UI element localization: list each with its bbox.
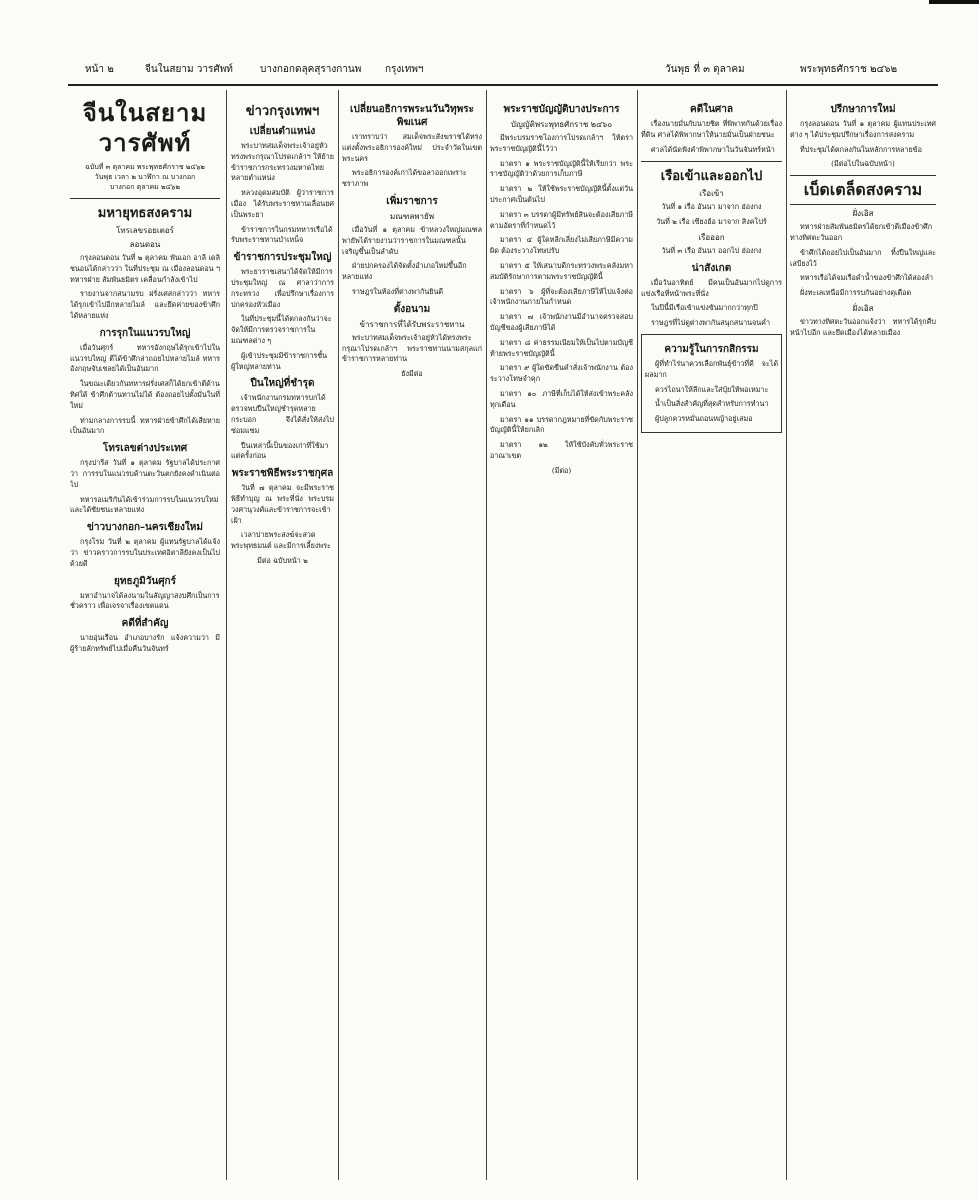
column-4: [490, 98, 633, 1178]
paragraph: พระบาทสมเด็จพระเจ้าอยู่หัวได้ทรงพระกรุณาโปรดเกล้าฯ พระราชทานนามสกุลแก่ข้าราชการหลายท่าน: [342, 332, 482, 364]
column-3: [342, 98, 482, 1178]
paragraph: เรื่องนายมั่นกับนายชิต ที่พิพาทกันด้วยเรื่องที่ดิน ศาลได้พิพากษาให้นายมั่นเป็นฝ่ายชนะ: [641, 119, 782, 139]
subheading: ยุทธภูมิวันศุกร์: [114, 575, 176, 587]
paragraph: เมื่อวันศุกร์ ทหารอังกฤษได้รุกเข้าไปในแนวรบใหญ่ ตีได้ข้าศึกล่าถอยไปหลายไมล์ ทหารอังกฤษจับเชลยได้เป็นอันมาก: [70, 342, 220, 374]
ship-line: วันที่ ๓ เรือ อันนา ออกไป ฮ่องกง: [661, 245, 762, 255]
column-rule: [226, 90, 227, 1180]
buddhist-era: พระพุทธศักราช ๒๔๖๒: [800, 64, 898, 75]
subheading: ปรีกษาการใหม่: [830, 104, 896, 115]
paragraph: ในที่ประชุมนี้ได้ตกลงกันว่าจะจัดให้มีการตรวจราชการในมณฑลต่าง ๆ: [231, 314, 332, 345]
war-place: ลอนดอน: [129, 240, 161, 249]
masthead: จีนในสยามวารศัพท์: [82, 98, 208, 157]
paragraph: มาตรา ๘ ค่าธรรมเนียมให้เป็นไปตามบัญชีท้ายพระราชบัญญัตินี้: [490, 337, 633, 358]
paragraph: นายอุ่นเรือน อำเภอบางรัก แจ้งความว่า มีผู้ร้ายลักทรัพย์ไปเมื่อคืนวันจันทร์: [70, 633, 220, 653]
paragraph: มาตรา ๑ พระราชบัญญัตินี้ให้เรียกว่า พระราชบัญญัติว่าด้วยการเก็บภาษี: [490, 158, 633, 179]
subheading: ตั้งอนาม: [393, 303, 431, 315]
paragraph: มาตรา ๑๒ ให้ใช้บังคับทั่วพระราชอาณาเขต: [490, 440, 633, 460]
paragraph: กรุงปารีส วันที่ ๑ ตุลาคม รัฐบาลได้ประกาศว่า การรบในแนวรบด้านตะวันตกยังคงดำเนินต่อไป: [70, 458, 220, 489]
paragraph: ทหารฝ่ายสัมพันธมิตรได้ยกเข้าตีเมืองข้าศึกทางทิศตะวันออก: [790, 222, 933, 242]
paragraph: พระยาราชเสนาได้จัดให้มีการประชุมใหญ่ ณ ศาลาว่าการกระทรวง เพื่อปรึกษาเรื่องการปกครองหัวเมือง: [231, 267, 334, 309]
paragraph: เราทราบว่า สมเด็จพระสังฆราชได้ทรงแต่งตั้งพระอธิการองค์ใหม่ ประจำวัดในเขตพระนคร: [342, 132, 482, 163]
paragraph: มีพระบรมราชโองการโปรดเกล้าฯ ให้ตราพระราชบัญญัตินี้ไว้ว่า: [490, 133, 633, 153]
paragraph: ผู้เข้าประชุมมีข้าราชการชั้นผู้ใหญ่หลายท่าน: [231, 350, 328, 371]
column-rule: [486, 90, 487, 1180]
paragraph: พระบาทสมเด็จพระเจ้าอยู่หัวทรงพระกรุณาโปรดเกล้าฯ ให้ย้ายข้าราชการกระทรวงมหาดไทยหลายตำแหน่ง: [231, 141, 334, 183]
paragraph: มาตรา ๑๑ บรรดากฎหมายที่ขัดกับพระราชบัญญัตินี้ให้ยกเลิก: [490, 414, 633, 435]
paragraph: ทหารอเมริกันได้เข้าร่วมการรบในแนวรบใหม่ และได้ชัยชนะหลายแห่ง: [70, 494, 219, 515]
continued-note: ยังมีต่อ: [401, 369, 423, 379]
city: กรุงเทพฯ: [385, 64, 424, 75]
paragraph: (มีต่อไปในฉบับหน้า): [831, 159, 895, 169]
paragraph: ราษฎรที่ไปดูต่างพากันสนุกสนานจนค่ำ: [651, 318, 771, 328]
paragraph: ที่ประชุมได้ตกลงกันในหลักการหลายข้อ: [800, 144, 922, 154]
column-2: [231, 98, 334, 1178]
shipping-heading: เรือเข้าและออกไป: [660, 169, 763, 185]
ship-line: วันที่ ๒ เรือ เซียงฮ้อ มาจาก สิงคโปร์: [656, 217, 767, 227]
paragraph: มาตรา ๖ ผู้ที่จะต้องเสียภาษีให้ไปแจ้งต่อเจ้าพนักงานภายในกำหนด: [490, 286, 633, 307]
subheading-note: ฝั่งเอิส: [852, 209, 874, 219]
column-rule: [338, 90, 339, 1180]
column-title: เปลี่ยนอธิการพระนวันวิทุพระพิฆเนศ: [350, 104, 474, 128]
subheading: ความรู้ในการกสิกรรม: [664, 343, 759, 355]
paragraph: ศาลได้นัดฟังคำพิพากษาในวันจันทร์หน้า: [651, 144, 775, 154]
subheading: คดีที่สำคัญ: [121, 618, 169, 630]
header-rule: [68, 84, 938, 86]
paragraph: ข้าศึกได้ถอยไปเป็นอันมาก ทิ้งปืนใหญ่และเสบียงไว้: [790, 247, 936, 268]
ships-out-label: เรือออก: [698, 232, 725, 242]
paragraph: ผู้ปลูกควรหมั่นถอนหญ้าอยู่เสมอ: [655, 414, 753, 424]
subheading: น่าสังเกต: [691, 262, 732, 274]
page-number: หน้า ๒: [85, 64, 114, 75]
paragraph: กรุงลอนดอน วันที่ ๑ ตุลาคม ผู้แทนประเทศต่าง ๆ ได้ประชุมปรึกษาเรื่องการสงคราม: [790, 119, 936, 139]
ship-line: วันที่ ๑ เรือ อันนา มาจาก ฮ่องกง: [661, 202, 762, 212]
paragraph: มาตรา ๔ ผู้ใดหลีกเลี่ยงไม่เสียภาษีมีความผิด ต้องระวางโทษปรับ: [490, 235, 633, 256]
paragraph: กรุงลอนดอน วันที่ ๒ ตุลาคม พันเอก อาลี เดลิชนอนได้กล่าวว่า ในที่ประชุม ณ เมืองลอนดอน ฯ ทหารฝ่าย สัมพันธมิตร เคลื่อนกำลังเข้าไป: [70, 253, 220, 284]
war-subheading: โทรเลขรอยเตอร์: [116, 226, 174, 235]
paragraph: เมื่อวันอาทิตย์ มีคนเป็นอันมากไปดูการแข่งเรือที่หน้าพระที่นั่ง: [641, 277, 782, 298]
paragraph: วันที่ ๗ ตุลาคม จะมีพระราชพิธีทำบุญ ณ พระที่นั่ง พระบรมวงศานุวงศ์และข้าราชการจะเข้าเฝ้า: [231, 483, 334, 525]
war-heading: มหายุทธสงคราม: [97, 206, 193, 221]
column-subtitle: บัญญัติพระพุทธศักราช ๒๔๖๐: [510, 120, 613, 129]
paragraph: มหาอำนาจได้ลงนามในสัญญาสงบศึกเป็นการชั่วคราว เพื่อเจรจาเรื่องเขตแดน: [70, 590, 220, 611]
subheading: โทรเลขต่างประเทศ: [102, 443, 188, 455]
paragraph: ผู้ที่ทำไร่นาควรเลือกพันธุ์ข้าวที่ดี จะได้ผลมาก: [645, 358, 778, 379]
war-miscellany-heading: เบ็ดเตล็ดสงคราม: [790, 175, 936, 205]
paragraph: มาตรา ๕ ให้เสนาบดีกระทรวงพระคลังมหาสมบัติรักษาการตามพระราชบัญญัตินี้: [490, 260, 633, 281]
paragraph: ควรไถนาให้ลึกและใส่ปุ๋ยให้พอเหมาะ: [655, 384, 769, 394]
subheading: เปลี่ยนตำแหน่ง: [249, 126, 316, 137]
subheading-note: ฝั่งเอิส: [852, 303, 874, 313]
column-1: [70, 98, 220, 1178]
paragraph: เมื่อวันที่ ๑ ตุลาคม ข้าหลวงใหญ่มณฑลพายัพได้รายงานว่าราชการในมณฑลนั้นเจริญขึ้นเป็นลำดับ: [342, 224, 482, 256]
paragraph: หลวงอุดมสมบัติ ผู้ว่าราชการเมือง ได้รับพระราชทานเลื่อนยศเป็นพระยา: [231, 188, 334, 219]
subheading: เพิ่มราชการ: [386, 195, 438, 207]
paragraph: ราษฎรในท้องที่ต่างพากันยินดี: [352, 286, 444, 296]
paragraph: รายงานจากสนามรบ ฝรั่งเศสกล่าวว่า ทหารได้รุกเข้าไปอีกหลายไมล์ และยึดค่ายของข้าศึกได้หลายแห่ง: [70, 289, 220, 320]
agriculture-box: [641, 334, 782, 433]
subheading-note: มณฑลพายัพ: [390, 211, 434, 221]
paragraph: ท่ามกลางการรบนี้ ทหารฝ่ายข้าศึกได้เสียหายเป็นอันมาก: [70, 415, 220, 436]
paragraph: เจ้าพนักงานกรมทหารบกได้ตรวจพบปืนใหญ่ชำรุดหลายกระบอก จึงได้สั่งให้ส่งไปซ่อมแซม: [231, 393, 334, 435]
continued-note: (มีต่อ): [551, 465, 572, 475]
paragraph: ในขณะเดียวกันทหารฝรั่งเศสก็ได้ยกเข้าตีด้านทิศใต้ ข้าศึกต้านทานไม่ได้ ต้องถอยไปตั้งมั่นในที่ใหม่: [70, 379, 220, 410]
subheading: ข่าวบางกอก–นครเชียงใหม่: [87, 522, 203, 534]
subheading: ข้าราชการประชุมใหญ่: [233, 252, 332, 264]
paragraph: พระอธิการองค์เก่าได้ขอลาออกเพราะชราภาพ: [342, 168, 467, 189]
column-rule: [637, 90, 638, 1180]
paragraph: มาตรา ๑๐ ภาษีที่เก็บได้ให้ส่งเข้าพระคลังทุกเดือน: [490, 388, 633, 409]
column-rule: [786, 90, 787, 1180]
page-header: [85, 62, 935, 78]
paragraph: มาตรา ๙ ผู้ใดขัดขืนคำสั่งเจ้าพนักงาน ต้องระวางโทษจำคุก: [490, 363, 633, 384]
section-title: จีนในสยาม วารศัพท์: [145, 64, 233, 75]
column-5: [641, 98, 782, 1178]
paragraph: มาตรา ๗ เจ้าพนักงานมีอำนาจตรวจสอบบัญชีของผู้เสียภาษีได้: [490, 312, 633, 332]
column-6: [790, 98, 936, 1178]
subheading-note: ข้าราชการที่ได้รับพระราชทาน: [359, 319, 465, 329]
corner-bar: [929, 0, 979, 4]
paragraph: ข่าวทางทิศตะวันออกแจ้งว่า ทหารได้รุกคืบหน้าไปอีก และยึดเมืองได้หลายเมือง: [790, 316, 936, 337]
issue-date: วันพุธ ที่ ๓ ตุลาคม: [665, 64, 745, 75]
paragraph: มาตรา ๒ ให้ใช้พระราชบัญญัตินี้ตั้งแต่วันประกาศเป็นต้นไป: [490, 184, 633, 204]
paragraph: ปืนเหล่านี้เป็นของเก่าที่ใช้มาแต่ครั้งก่อน: [231, 440, 329, 461]
paragraph: กรุงโรม วันที่ ๒ ตุลาคม ผู้แทนรัฐบาลได้แจ้งว่า ข่าวคราวการรบในประเทศอิตาลียังคงเป็นไปด้วยดี: [70, 537, 220, 568]
paragraph: ในปีนี้มีเรือเข้าแข่งขันมากกว่าทุกปี: [651, 303, 758, 313]
paragraph: ฝั่งทะเลเหนือมีการรบกันอย่างดุเดือด: [800, 288, 912, 298]
continued-note: มีต่อ ฉบับหน้า ๒: [257, 555, 308, 565]
paragraph: น้ำเป็นสิ่งสำคัญที่สุดสำหรับการทำนา: [655, 399, 769, 409]
paragraph: ข้าราชการในกรมทหารเรือได้รับพระราชทานบำเหน็จ: [231, 224, 333, 245]
ships-in-label: เรือเข้า: [699, 189, 724, 199]
paragraph: ฝ่ายปกครองได้จัดตั้งอำเภอใหม่ขึ้นอีกหลายแห่ง: [342, 261, 467, 282]
subheading: การรุกในแนวรบใหญ่: [99, 327, 191, 339]
column-title: ข่าวกรุงเทพฯ: [245, 104, 320, 119]
subheading: พระราชพิธีพระราชกุศล: [231, 468, 334, 480]
subheading: คดีในศาล: [690, 104, 733, 115]
paragraph: มาตรา ๓ บรรดาผู้มีทรัพย์สินจะต้องเสียภาษีตามอัตราที่กำหนดไว้: [490, 209, 633, 230]
paragraph: เวลาบ่ายพระสงฆ์จะสวดพระพุทธมนต์ และมีการเลี้ยงพระ: [231, 530, 331, 551]
masthead-meta: ฉบับที่ ๓ ตุลาคม พระพุทธศักราช ๒๔๖๒ วันพุธ เวลา ๒ นาฬิกา ณ บางกอก บางกอก ตุลาคม ๒๔๖๒: [85, 163, 205, 191]
paragraph: ทหารเรือได้จมเรือดำน้ำของข้าศึกได้สองลำ: [800, 273, 934, 283]
column-title: พระราชบัญญัติบางประการ: [503, 104, 620, 115]
subheading: ปืนใหญ่ที่ชำรุด: [250, 378, 315, 390]
publisher: บางกอกดลุคสุรางกานพ: [260, 64, 362, 75]
